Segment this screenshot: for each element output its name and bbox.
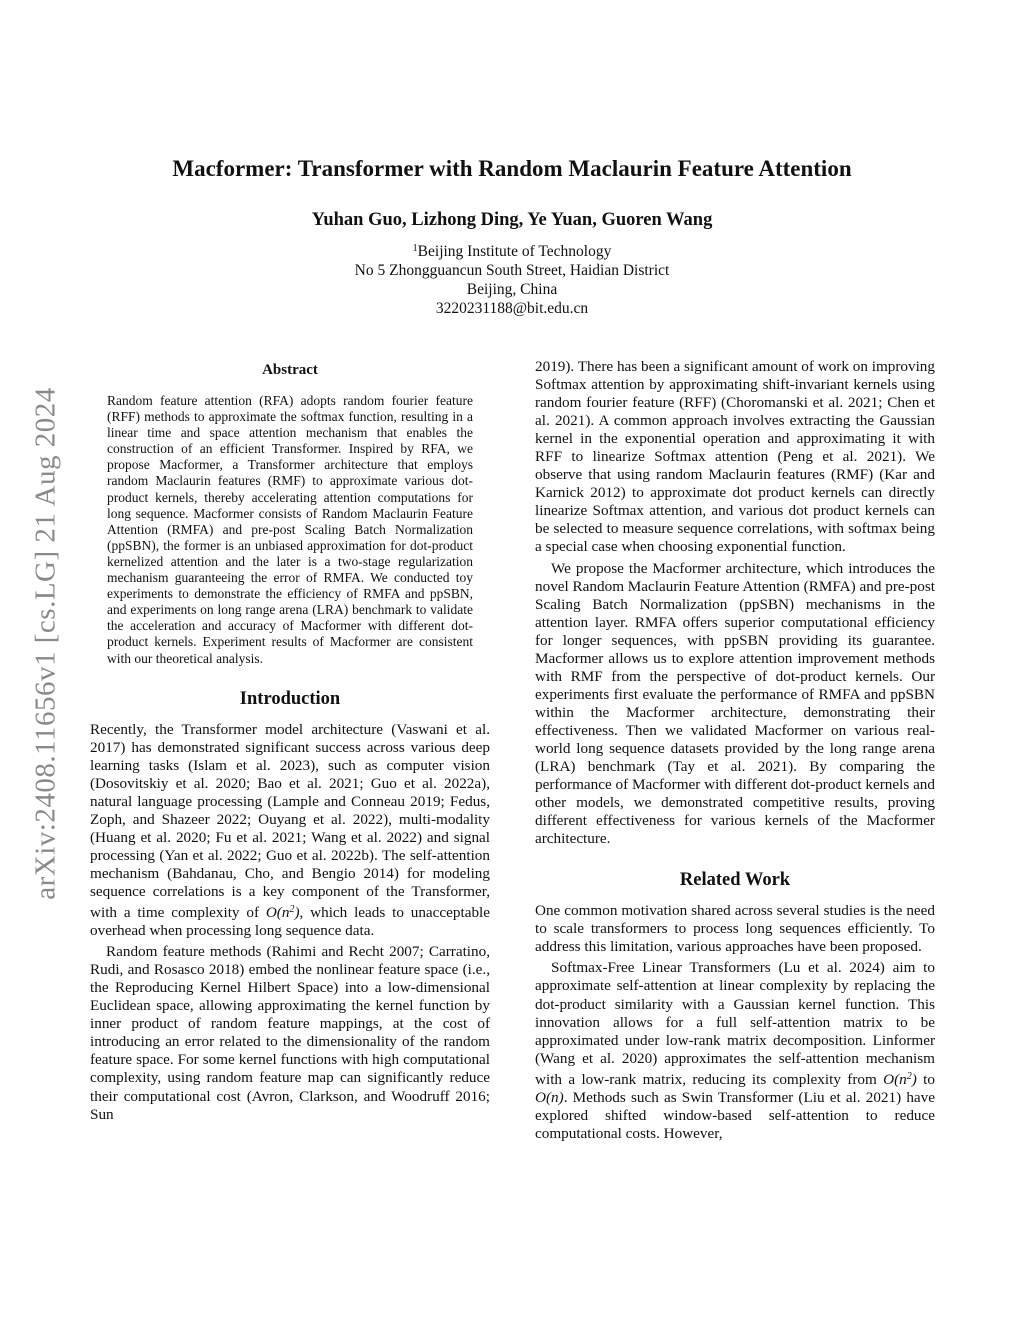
arxiv-side-identifier — [16, 346, 76, 940]
intro-paragraph-2-continued: 2019). There has been a significant amount of work on improving Softmax attention by approximating shift-invariant kernels using random fourier feature (RFF) (Choromanski et al. 2021; Chen et al. 2021). A common approach involves extracting the Gaussian kernel in the exponential operation and approximating it with RFF to linearize Softmax attention (Peng et al. 2021). We observe that using random Maclaurin features (RMF) (Kar and Karnick 2012) to approximate dot product kernels can directly linearize Softmax attention, and various dot product kernels can be selected to measure sequence correlations, with softmax being a special case when choosing exponential function. — [535, 358, 935, 556]
intro-paragraph-3: We propose the Macformer architecture, which introduces the novel Random Maclaurin Feature Attention (RMFA) and pre-post Scaling Batch Normalization (ppSBN) mechanisms in the attention layer. RMFA offers superior computational efficiency for longer sequences, with ppSBN providing its guarantee. Macformer allows us to explore attention improvement methods with RMF from the perspective of dot-product kernels. Our experiments first evaluate the performance of RMFA and ppSBN within the Macformer architecture, demonstrating their effectiveness. Then we validated Macformer on various real-world long sequence datasets provided by the long range arena (LRA) benchmark (Tay et al. 2021). By comparing the performance of Macformer with different dot-product kernels and other models, we demonstrated competitive results, proving different effectiveness for various kernels of the Macformer architecture. — [535, 559, 935, 848]
abstract-text: Random feature attention (RFA) adopts random fourier feature (RFF) methods to approximate the softmax function, resulting in a linear time and space attention mechanism that enables the construction of an efficient Transformer. Inspired by RFA, we propose Macformer, a Transformer architecture that employs random Maclaurin features (RMF) to approximate various dot-product kernels, thereby accelerating attention computations for long sequence. Macformer consists of Random Maclaurin Feature Attention (RMFA) and pre-post Scaling Batch Normalization (ppSBN), the former is an unbiased approximation for dot-product kernelized attention and the later is a two-stage regularization mechanism guaranteeing the error of RMFA. We conducted toy experiments to demonstrate the efficiency of RMFA and ppSBN, and experiments on long range arena (LRA) benchmark to validate the acceleration and accuracy of Macformer with different dot-product kernels. Experiment results of Macformer are consistent with our theoretical analysis. — [107, 393, 473, 666]
complexity-formula-linear: O(n) — [535, 1088, 564, 1106]
related-work-heading: Related Work — [679, 870, 791, 891]
affiliation-marker: 1 — [412, 243, 418, 254]
affiliation-city: Beijing, China — [466, 281, 558, 298]
affiliation-block — [90, 239, 934, 318]
introduction-heading: Introduction — [239, 688, 341, 709]
related-paragraph-2: Softmax-Free Linear Transformers (Lu et al. 2024) aim to approximate self-attention at linear complexity by replacing the dot-product similarity with a Gaussian kernel function. This innovation allows for a full self-attention matrix to be approximated under low-rank matrix decomposition. Linformer (Wang et al. 2020) approximates the self-attention mechanism with a low-rank matrix, reducing its complexity from $O(n^2)$ to O(n). Methods such as Swin Transformer (Liu et al. 2021) have explored shifted window-based self-attention to reduce computational costs. However, — [535, 959, 935, 1142]
related-paragraph-1: One common motivation shared across several studies is the need to scale transformers to process long sequences efficiently. To address this limitation, various approaches have been proposed. — [535, 902, 935, 956]
left-column — [90, 362, 490, 1124]
arxiv-id-text: arXiv:2408.11656v1 [cs.LG] 21 Aug 2024 — [29, 386, 62, 900]
affiliation-line — [90, 239, 934, 261]
intro-paragraph-1: Recently, the Transformer model architecture (Vaswani et al. 2017) has demonstrated significant success across various deep learning tasks (Islam et al. 2023), such as computer vision (Dosovitskiy et al. 2020; Bao et al. 2021; Guo et al. 2022a), natural language processing (Lample and Conneau 2019; Fedus, Zoph, and Shazeer 2022; Ouyang et al. 2022), multi-modality (Huang et al. 2020; Fu et al. 2021; Wang et al. 2022) and signal processing (Yan et al. 2022; Guo et al. 2022b). The self-attention mechanism (Bahdanau, Cho, and Bengio 2014) for modeling sequence correlations is a key component of the Transformer, with a time complexity of $O(n^2)$, which leads to unacceptable overhead when processing long sequence data. — [90, 720, 490, 940]
complexity-formula: $O(n^2)$ — [265, 904, 300, 922]
complexity-formula-quadratic: $O(n^2)$ — [883, 1070, 917, 1088]
right-column — [535, 358, 935, 1143]
paper-title: Macformer: Transformer with Random Maclaurin Feature Attention — [172, 156, 852, 181]
affiliation-name: Beijing Institute of Technology — [417, 243, 612, 260]
abstract-heading: Abstract — [262, 362, 318, 378]
author-email: 3220231188@bit.edu.cn — [435, 300, 589, 317]
author-list: Yuhan Guo, Lizhong Ding, Ye Yuan, Guoren Wang — [311, 210, 713, 230]
intro-paragraph-2: Random feature methods (Rahimi and Recht 2007; Carratino, Rudi, and Rosasco 2018) embed the nonlinear feature space (i.e., the Reproducing Kernel Hilbert Space) into a low-dimensional Euclidean space, allowing approximating the kernel function by inner product of random feature mappings, at the cost of introducing an error related to the dimensionality of the random feature space. For some kernel functions with high computational complexity, using random feature map can significantly reduce their computational cost (Avron, Clarkson, and Woodruff 2016; Sun — [90, 943, 490, 1123]
affiliation-address: No 5 Zhongguancun South Street, Haidian District — [354, 262, 670, 279]
